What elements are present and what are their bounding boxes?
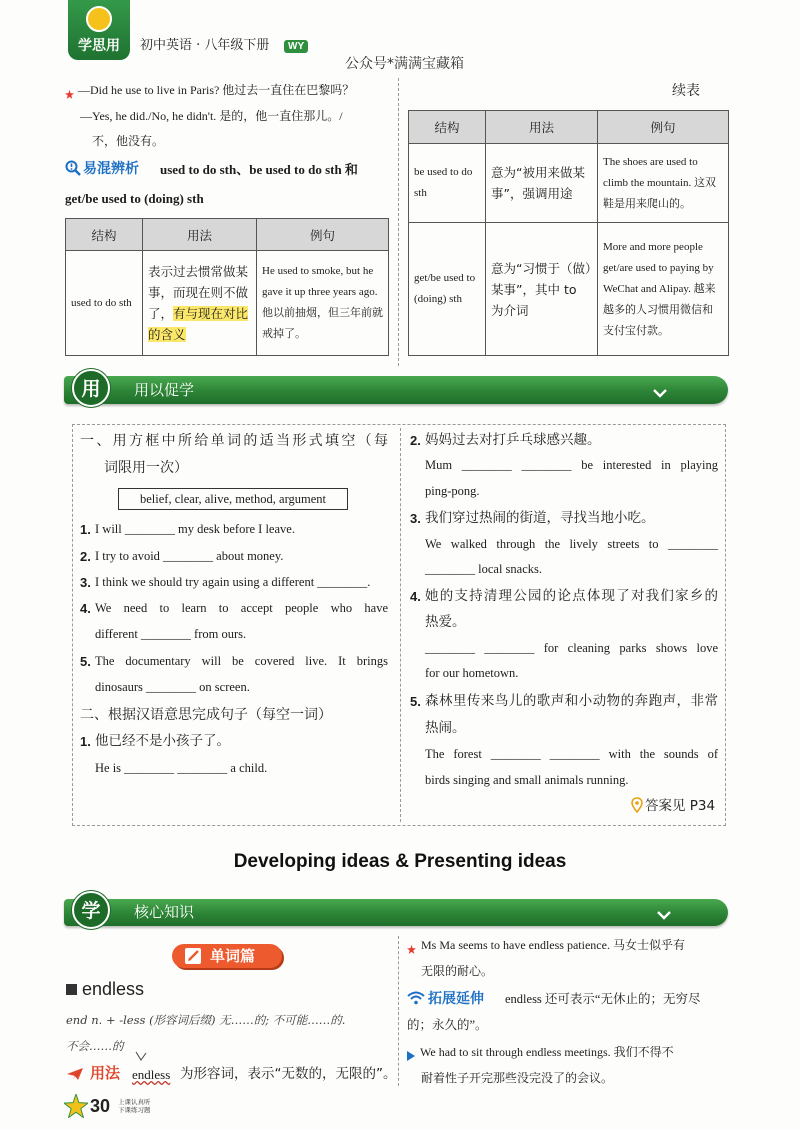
continued-label: 续表 <box>672 83 700 99</box>
item-number: 4. <box>80 601 91 616</box>
extension-text: 的；永久的”。 <box>407 1018 488 1032</box>
footer-star-icon <box>64 1094 88 1123</box>
banner-title-core: 核心知识 <box>134 903 195 921</box>
edition-badge: WY <box>284 40 308 53</box>
example-line: 不，他没有。 <box>92 134 165 148</box>
item-number: 3. <box>80 575 91 590</box>
brand-logo <box>68 0 130 60</box>
banner-icon-core: 学 <box>72 891 110 929</box>
item-number: 2. <box>80 549 91 564</box>
usage-cell <box>143 251 257 356</box>
chinese-prompt: 我们穿过热闹的街道，寻找当地小吃。 <box>425 510 655 526</box>
exercise-line: different ________ from ours. <box>95 627 247 641</box>
column-header-structure: 结构 <box>66 219 143 251</box>
pencil-icon <box>184 947 204 970</box>
column-header-example: 例句 <box>598 111 729 144</box>
example-line: 耐着性子开完那些没完没了的会议。 <box>421 1071 614 1085</box>
column-header-structure: 结构 <box>409 111 486 144</box>
example-cell: The shoes are used to climb the mountain. 这双鞋是用来爬山的。 <box>598 144 729 223</box>
chinese-prompt: 热爱。 <box>425 614 466 630</box>
structure-cell: be used to do sth <box>409 144 486 223</box>
usage-text: 为形容词，表示“无数的，无限的”。 <box>180 1066 397 1082</box>
word-box: belief, clear, alive, method, argument <box>118 488 348 510</box>
exercise-line: ping-pong. <box>425 484 480 498</box>
item-number: 1. <box>80 734 91 749</box>
column-divider <box>398 78 399 366</box>
handwritten-note: end n. + -less (形容词后缀) 无……的; 不可能……的. <box>66 1013 346 1027</box>
column-divider <box>398 936 399 1086</box>
example-line: —Did he use to live in Paris? 他过去一直住在巴黎吗？ <box>78 83 355 97</box>
exercise-line: The documentary will be covered live. It brings <box>95 654 388 668</box>
exercise-line: I try to avoid ________ about money. <box>95 549 284 563</box>
watermark-text: 公众号*满满宝藏箱 <box>345 56 464 72</box>
page-number: 30 <box>90 1096 111 1116</box>
usage-cell: 意为“习惯于（做）某事”，其中 to 为介词 <box>486 223 598 356</box>
part1-title: 词限用一次） <box>104 460 188 476</box>
location-pin-icon <box>631 797 643 818</box>
chevron-down-icon <box>652 385 668 403</box>
banner-title-practice: 用以促学 <box>134 381 195 399</box>
star-icon <box>65 86 74 104</box>
exercise-line: ________ ________ for cleaning parks shows love <box>425 641 718 655</box>
magnifier-icon <box>65 160 81 181</box>
vocab-word: endless <box>82 979 145 999</box>
exercise-line: We walked through the lively streets to ________ <box>425 537 718 551</box>
structure-cell: used to do sth <box>66 251 143 356</box>
example-cell: He used to smoke, but he gave it up three years ago. 他以前抽烟，但三年前就戒掉了。 <box>257 251 389 356</box>
example-line: Ms Ma seems to have endless patience. 马女士似乎有 <box>421 938 685 952</box>
column-header-usage: 用法 <box>143 219 257 251</box>
exercise-line: birds singing and small animals running. <box>425 773 629 787</box>
logo-text: 学思用 <box>78 38 120 54</box>
section-heading: Developing ideas & Presenting ideas <box>233 851 567 872</box>
exercise-line: Mum ________ ________ be interested in playing <box>425 458 718 472</box>
table-row <box>409 223 729 356</box>
structure-cell: get/be used to (doing) sth <box>409 223 486 356</box>
comparison-table-continued <box>408 110 729 356</box>
bullet-square-icon <box>66 984 77 995</box>
play-triangle-icon <box>407 1048 415 1066</box>
extension-label: 拓展延伸 <box>428 991 484 1007</box>
item-number: 4. <box>410 589 421 604</box>
chinese-prompt: 妈妈过去对打乒乓球感兴趣。 <box>425 432 601 448</box>
exercise-line: We need to learn to accept people who have <box>95 601 388 615</box>
item-number: 2. <box>410 433 421 448</box>
part1-title: 一、用方框中所给单词的适当形式填空（每 <box>80 433 388 449</box>
wifi-icon <box>407 991 425 1010</box>
footer-tagline: 上课认真听 <box>118 1098 151 1106</box>
item-number: 1. <box>80 522 91 537</box>
exercise-divider <box>400 428 401 822</box>
confusion-title: used to do sth、be used to do sth 和 <box>160 162 358 177</box>
chevron-down-icon <box>656 907 672 925</box>
example-cell: More and more people get/are used to paying by WeChat and Alipay. 越来越多的人习惯用微信和支付宝付款。 <box>598 223 729 356</box>
usage-label: 用法 <box>90 1064 121 1082</box>
comparison-table <box>65 218 389 356</box>
chinese-prompt: 热闹。 <box>425 720 466 736</box>
exercise-line: I will ________ my desk before I leave. <box>95 522 295 536</box>
banner-icon-practice: 用 <box>72 369 110 407</box>
table-header-row <box>409 111 729 144</box>
exercise-line: I think we should try again using a different ________. <box>95 575 371 589</box>
vocab-tag <box>172 944 282 968</box>
usage-text: 表示过去惯常做某事，而现在则不做了， <box>148 264 249 321</box>
column-header-usage: 用法 <box>486 111 598 144</box>
exercise-line: dinosaurs ________ on screen. <box>95 680 250 694</box>
answer-reference: 答案见 P34 <box>645 798 716 814</box>
chinese-prompt: 她的支持清理公园的论点体现了对我们家乡的 <box>425 588 718 604</box>
extension-text: endless 还可表示“无休止的；无穷尽 <box>505 992 701 1006</box>
exercise-line: for our hometown. <box>425 666 519 680</box>
item-number: 5. <box>410 694 421 709</box>
footer-tagline: 下课练习题 <box>118 1106 151 1114</box>
column-header-example: 例句 <box>257 219 389 251</box>
confusion-label: 易混辨析 <box>83 161 139 177</box>
chinese-prompt: 他已经不是小孩子了。 <box>95 733 230 749</box>
example-line: 无限的耐心。 <box>421 964 494 978</box>
exercise-line: The forest ________ ________ with the sounds of <box>425 747 718 761</box>
table-row <box>409 144 729 223</box>
vocab-tag-label: 单词篇 <box>210 947 256 965</box>
part2-title: 二、根据汉语意思完成句子（每空一词） <box>80 707 332 723</box>
exercise-line: He is ________ ________ a child. <box>95 761 268 775</box>
table-header-row <box>66 219 389 251</box>
exercise-line: ________ local snacks. <box>425 562 542 576</box>
chinese-prompt: 森林里传来鸟儿的歌声和小动物的奔跑声，非常 <box>425 693 718 709</box>
item-number: 3. <box>410 511 421 526</box>
logo-sun-icon <box>86 6 112 32</box>
usage-word: endless <box>132 1067 171 1082</box>
confusion-title: get/be used to (doing) sth <box>65 191 204 206</box>
star-icon <box>407 941 416 959</box>
usage-highlight: 有与现在对比的含义 <box>148 306 249 342</box>
example-line: We had to sit through endless meetings. 我们不得不 <box>420 1045 674 1059</box>
book-title: 初中英语 · 八年级下册 <box>140 38 270 53</box>
paper-plane-icon <box>66 1067 84 1086</box>
example-line: —Yes, he did./No, he didn't. 是的，他一直住那儿。/ <box>80 109 343 123</box>
item-number: 5. <box>80 654 91 669</box>
table-row <box>66 251 389 356</box>
usage-cell: 意为“被用来做某事”，强调用途 <box>486 144 598 223</box>
handwritten-note: 不会……的 <box>66 1039 124 1053</box>
